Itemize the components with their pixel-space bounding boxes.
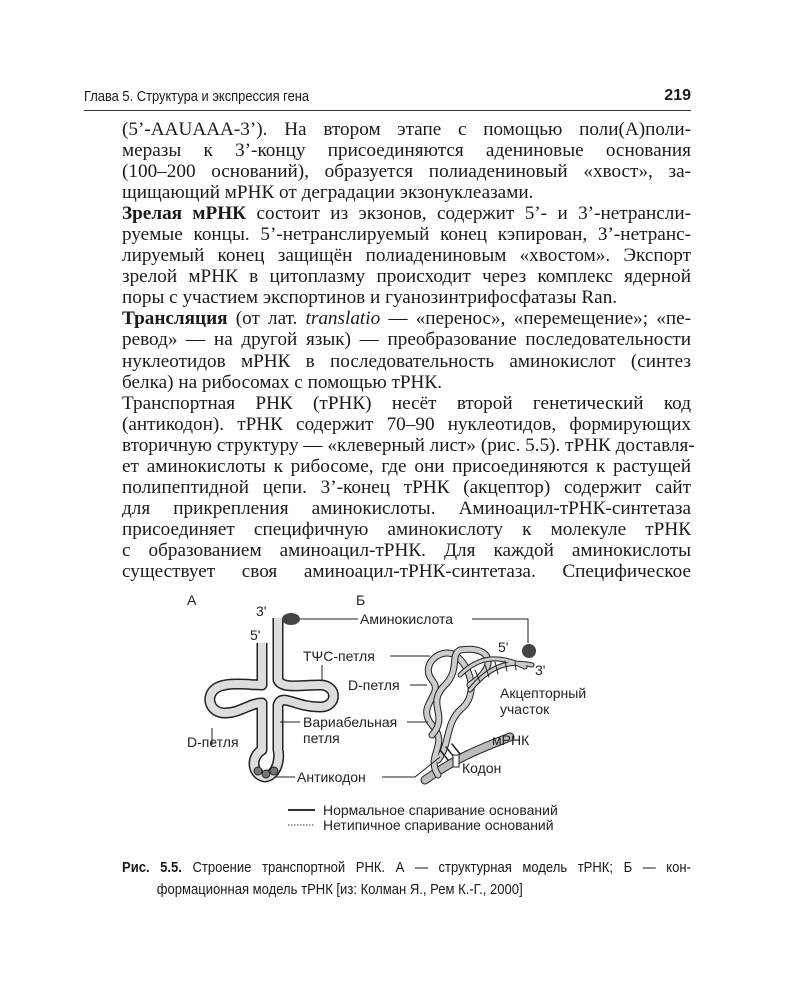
- codon-bracket: [453, 755, 459, 767]
- text-run: (от лат.: [227, 308, 306, 330]
- acceptor-label-2: участок: [500, 701, 550, 717]
- codon-label: Кодон: [462, 760, 502, 776]
- anticodon-base-icon: [270, 767, 278, 775]
- figure-caption: [122, 857, 691, 901]
- text-line: [122, 519, 691, 540]
- panel-b-label: Б: [356, 592, 366, 608]
- amino-acid-label: Аминокислота: [360, 611, 454, 627]
- text-line: [122, 119, 691, 140]
- text-run: зрелой мРНК в цитоплазму происходит через комплекс ядерной: [122, 266, 691, 288]
- anticodon-label: Антикодон: [297, 769, 366, 785]
- text-line: [122, 456, 691, 477]
- text-run: лируемый конец защищён полиадениновым «хвостом». Экспорт: [122, 245, 691, 267]
- text-line: [122, 245, 691, 266]
- text-run: (антикодон). тРНК содержит 70–90 нуклеотидов, формирующих: [122, 413, 691, 435]
- five-prime-label-b: 5': [498, 639, 509, 655]
- italic-term: translatio: [305, 308, 381, 330]
- text-run: (100–200 оснований), образуется полиадениновый «хвост», за-: [122, 161, 691, 183]
- text-line: [122, 434, 695, 456]
- text-line: [122, 498, 691, 519]
- text-line: [122, 540, 691, 561]
- panel-a-label: А: [187, 592, 197, 608]
- text-line: [122, 224, 691, 245]
- legend-normal: Нормальное спаривание оснований: [323, 802, 558, 818]
- chapter-title: Глава 5. Структура и экспрессия гена: [84, 88, 310, 105]
- text-line: [122, 414, 691, 435]
- text-line: [122, 329, 691, 350]
- anticodon-base-icon: [254, 767, 262, 775]
- bold-term: Зрелая мРНК: [122, 203, 247, 225]
- text-line: [122, 161, 691, 182]
- caption-label: Рис. 5.5.: [122, 859, 182, 876]
- body-text: [122, 119, 695, 582]
- text-run: руемые концы. 5’-нетранслируемый конец кэпирован, 3’-нетранс-: [122, 224, 691, 246]
- text-run: меразы к 3’-концу присоединяются адениновые основания: [122, 140, 691, 162]
- amino-acid-icon: [282, 613, 300, 625]
- text-line: [122, 561, 691, 582]
- acceptor-label: Акцепторный: [500, 685, 587, 701]
- text-run: с образованием аминоацил-тРНК. Для каждой аминокислоты: [122, 539, 691, 561]
- text-run: ет аминокислоты к рибосоме, где они присоединяются к растущей: [122, 455, 691, 477]
- text-run: нуклеотидов мРНК в последовательность аминокислот (синтез: [122, 350, 691, 372]
- text-line: [122, 287, 691, 308]
- running-header: [84, 84, 691, 111]
- variable-loop-label-2: петля: [303, 730, 340, 746]
- d-loop-label-a: D-петля: [187, 734, 239, 750]
- text-run: для прикрепления аминокислоты. Аминоацил-тРНК-синтетаза: [122, 497, 691, 519]
- text-run: — «перенос», «перемещение»; «пе-: [380, 308, 691, 330]
- text-run: состоит из экзонов, содержит 5’- и 3’-нетрансли-: [246, 203, 691, 225]
- text-line: [122, 203, 691, 224]
- text-run: (5’-AAUAAA-3’). На втором этапе с помощью поли(А)поли-: [122, 119, 691, 140]
- text-run: белка) на рибосомах с помощью тРНК.: [122, 371, 442, 393]
- three-prime-label: 3': [256, 603, 267, 619]
- text-run: присоединяет специфичную аминокислоту к молекуле тРНК: [122, 518, 691, 540]
- mrna-label: мРНК: [492, 732, 530, 748]
- text-line: [122, 372, 691, 393]
- text-line: [122, 266, 691, 287]
- amino-acid-icon: [522, 644, 536, 658]
- three-prime-label-b: 3': [535, 662, 546, 678]
- anticodon-base-icon: [262, 770, 270, 778]
- caption-line-2: формационная модель тРНК [из: Колман Я., Рем К.-Г., 2000]: [156, 881, 523, 898]
- text-run: Транспортная РНК (тРНК) несёт второй генетический код: [122, 392, 691, 414]
- text-run: вторичную структуру — «клеверный лист» (рис. 5.5). тРНК доставля-: [122, 434, 695, 456]
- text-run: полипептидной цепи. 3’-конец тРНК (акцептор) содержит сайт: [122, 476, 691, 498]
- text-line: [122, 140, 691, 161]
- legend-atypical: Нетипичное спаривание оснований: [323, 817, 554, 833]
- text-run: поры с участием экспортинов и гуанозинтрифосфатазы Ran.: [122, 287, 618, 309]
- variable-loop-label: Вариабельная: [303, 714, 398, 730]
- text-line: [122, 393, 691, 414]
- cloverleaf-model: [210, 618, 334, 777]
- text-line: [122, 182, 691, 203]
- text-run: существует своя аминоацил-тРНК-синтетаза. Специфическое: [122, 560, 691, 582]
- five-prime-label: 5': [250, 627, 261, 643]
- bold-term: Трансляция: [122, 308, 228, 330]
- text-run: ревод» — на другой язык) — преобразование последовательности: [122, 329, 691, 351]
- tpsic-loop-label: TΨC-петля: [303, 648, 375, 664]
- text-line: [122, 477, 691, 498]
- text-line: [122, 308, 691, 329]
- trna-figure: [170, 585, 630, 845]
- caption-line-1: Строение транспортной РНК. А — структурная модель тРНК; Б — кон-: [181, 859, 691, 876]
- text-run: щищающий мРНК от деградации экзонуклеазами.: [122, 182, 534, 204]
- text-line: [122, 351, 691, 372]
- d-loop-label-b: D-петля: [348, 677, 400, 693]
- page-number: 219: [664, 87, 691, 104]
